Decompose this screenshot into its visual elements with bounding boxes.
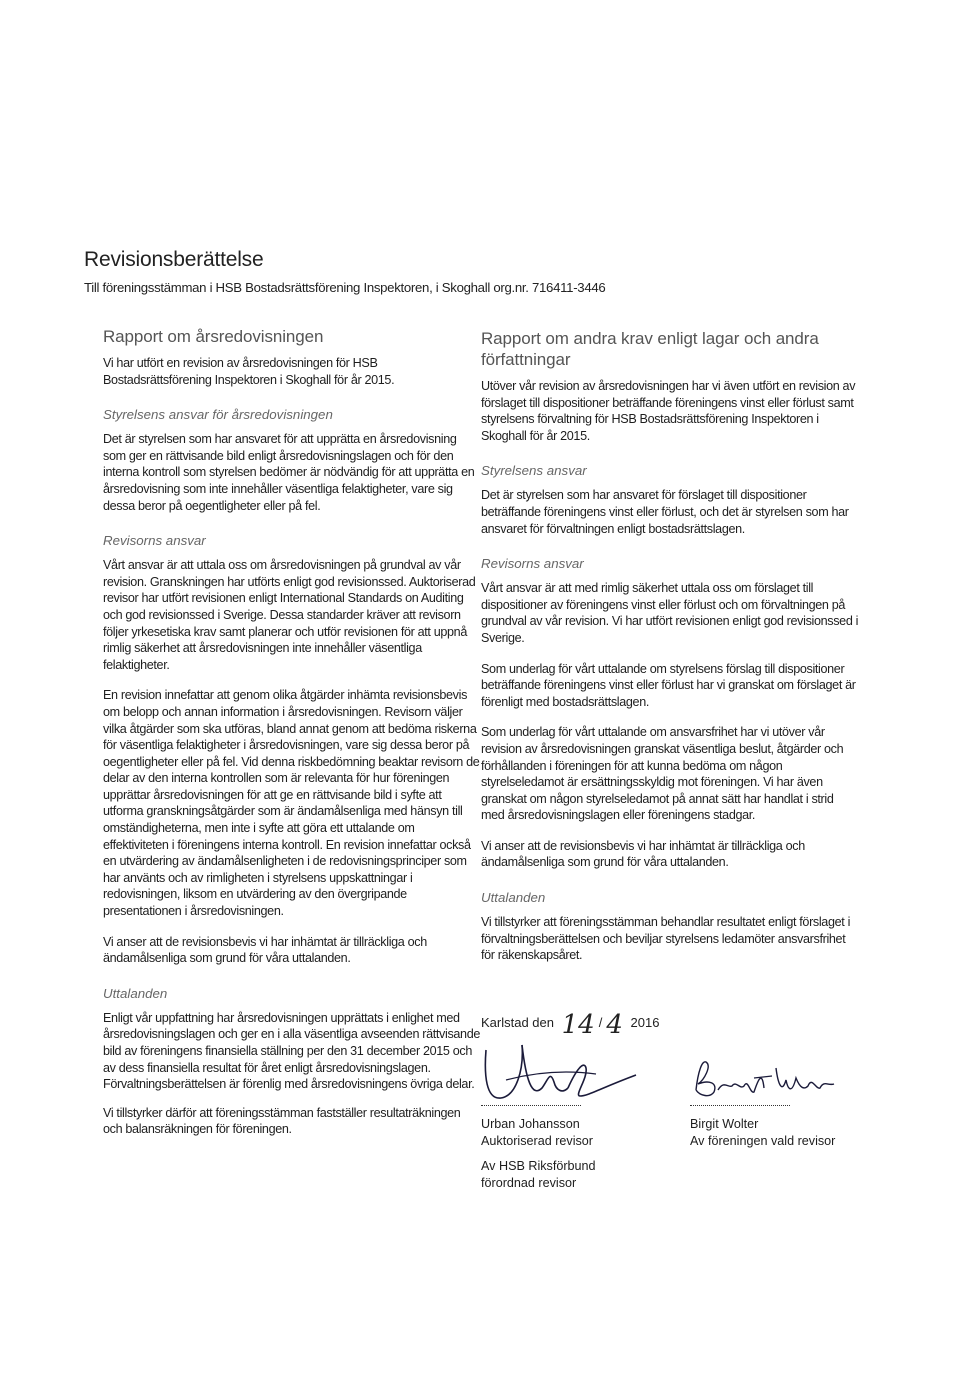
board-responsibility-text: Det är styrelsen som har ansvaret för att upprätta en årsredovisning som ger en rättvisande bild enligt årsredovisningslagen och för den interna kontroll som styrelsen bedömer är nödvändig för att upprätta en årsredovisning som inte innehåller väsentliga felaktigheter, vare sig dessa beror på oegentligheter eller på fel. bbox=[103, 432, 475, 513]
signatory-role: Av föreningen vald revisor bbox=[690, 1133, 836, 1148]
intro-text: Vi har utfört en revision av årsredovisningen för HSB Bostadsrättsförening Inspektoren i Skoghall för år 2015. bbox=[103, 356, 395, 387]
right-auditor-p4: Vi anser att de revisionsbevis vi har inhämtat är tillräckliga och ändamålsenliga som grund för våra uttalanden. bbox=[481, 838, 805, 870]
signature-birgit-wolter bbox=[684, 1050, 854, 1110]
auditor-responsibility-p2: En revision innefattar att genom olika åtgärder inhämta revisionsbevis om belopp och annan information i årsredovisningen. Revisorn väljer vilka åtgärder som ska utföras, bland annat genom att bedöma riskerna för väsentliga felaktigheter i årsredovisningen, vare sig dessa beror på oegentligheter eller på fel. Vid denna riskbedömning beaktar revisorn de delar av den interna kontrollen som är relevanta för hur föreningen upprättar årsredovisningen för att ge en rättvisande bild i syfte att utforma granskningsåtgärder som är ändamålsenliga med hänsyn till omständigheterna, men inte i syfte att göra ett uttalande om effektiviteten i föreningens interna kontroll. En revision innefattar också en utvärdering av ändamålsenligheten i de redovisningsprinciper som har använts och av rimligheten i styrelsens uppskattningar i redovisningen, liksom en utvärdering av den övergripande presentationen i årsredovisningen. bbox=[103, 688, 480, 919]
date-separator: / bbox=[598, 1015, 603, 1030]
right-intro-text: Utöver vår revision av årsredovisningen har vi även utfört en revision av förslaget till dispositioner beträffande föreningens vinst eller förlust samt styrelsens förvaltning för HSB Bostadsrättsförening Inspektoren i Skoghall för år 2015. bbox=[481, 379, 856, 443]
statements-p2: Vi tillstyrker därför att föreningsstämman fastställer resultaträkningen och balansräkningen för föreningen. bbox=[103, 1105, 461, 1137]
signatory-name: Birgit Wolter bbox=[690, 1117, 759, 1131]
right-board-heading: Styrelsens ansvar bbox=[481, 463, 587, 479]
signature-line-left bbox=[481, 1105, 581, 1106]
right-auditor-p2: Som underlag för vårt uttalande om styrelsens förslag till dispositioner beträffande föreningens vinst eller förlust har vi granskat om förslaget är förenligt med bostadsrättslagen. bbox=[481, 661, 856, 709]
signatory-role: Auktoriserad revisor bbox=[481, 1133, 593, 1148]
handwritten-month: 4 bbox=[606, 1010, 623, 1040]
signatory-name: Urban Johansson bbox=[481, 1117, 580, 1131]
statements-heading: Uttalanden bbox=[103, 985, 168, 1001]
right-auditor-heading: Revisorns ansvar bbox=[481, 556, 584, 572]
date-year: 2016 bbox=[630, 1015, 660, 1030]
auditor-responsibility-p1: Vårt ansvar är att uttala oss om årsredovisningen på grundval av vår revision. Granskningen har utförts enligt god revisionssed. Auktoriserad revisor har utfört revisionen enligt International Standards on Auditing och god revisionssed i Sverige. Dessa standarder kräver att revisorn följer yrkesetiska krav samt planerar och utför revisionen för att uppnå rimlig säkerhet att årsredovisningen inte innehåller väsentliga felaktigheter. bbox=[103, 558, 476, 672]
right-board-text: Det är styrelsen som har ansvaret för förslaget till dispositioner beträffande föreningens vinst eller förlust, och det är styrelsen som har ansvaret för förvaltningen enligt bostadsrättslagen. bbox=[481, 488, 849, 536]
signatory-urban bbox=[481, 1116, 593, 1149]
board-responsibility-heading: Styrelsens ansvar för årsredovisningen bbox=[103, 407, 333, 423]
signatory-urban-appointment bbox=[481, 1158, 596, 1191]
place-prefix: Karlstad den bbox=[481, 1015, 554, 1030]
right-statements-p1: Vi tillstyrker att föreningsstämman behandlar resultatet enligt förslaget i förvaltningsberättelsen och beviljar styrelsens ledamöter ansvarsfrihet för räkenskapsåret. bbox=[481, 915, 851, 963]
statements-p1: Enligt vår uppfattning har årsredovisningen upprättats i enlighet med årsredovisningslagen och ger en i alla väsentliga avseenden rättvisande bild av föreningens finansiella ställning per den 31 december 2015 och av dess finansiella resultat för året enligt årsredovisningslagen. Förvaltningsberättelsen är förenlig med årsredovisningens övriga delar. bbox=[103, 1010, 481, 1092]
section-heading-other-requirements: Rapport om andra krav enligt lagar och andra författningar bbox=[481, 329, 819, 369]
left-column bbox=[103, 326, 481, 1138]
signature-urban-johansson bbox=[476, 1030, 646, 1110]
signatory-birgit bbox=[690, 1116, 835, 1149]
signature-line-right bbox=[690, 1105, 790, 1106]
auditor-responsibility-p3: Vi anser att de revisionsbevis vi har inhämtat är tillräckliga och ändamålsenliga som grund för våra uttalanden. bbox=[103, 934, 427, 966]
right-auditor-p3: Som underlag för vårt uttalande om ansvarsfrihet har vi utöver vår revision av årsredovisningen granskat väsentliga beslut, åtgärder och förhållanden i föreningen för att kunna bedöma om någon styrelseledamot är ersättningsskyldig mot föreningen. Vi har även granskat om någon styrelseledamot på annat sätt har handlat i strid med årsredovisningslagen eller föreningens stadgar. bbox=[481, 725, 844, 823]
auditor-responsibility-heading: Revisorns ansvar bbox=[103, 533, 206, 549]
section-heading-annual-report: Rapport om årsredovisningen bbox=[103, 327, 324, 346]
appointment-role: förordnad revisor bbox=[481, 1175, 577, 1190]
appointing-org: Av HSB Riksförbund bbox=[481, 1159, 596, 1173]
right-column bbox=[481, 328, 859, 964]
document-title: Revisionsberättelse bbox=[84, 248, 264, 271]
right-statements-heading: Uttalanden bbox=[481, 890, 546, 906]
right-auditor-p1: Vårt ansvar är att med rimlig säkerhet uttala oss om förslaget till dispositioner av föreningens vinst eller förlust och om förvaltningen på grundval av vår revision. Vi har utfört revisionen enligt god revisionssed i Sverige. bbox=[481, 581, 859, 645]
handwritten-day: 14 bbox=[561, 1010, 595, 1040]
document-subtitle: Till föreningsstämman i HSB Bostadsrättsförening Inspektoren, i Skoghall org.nr. 716411-3446 bbox=[84, 280, 606, 295]
